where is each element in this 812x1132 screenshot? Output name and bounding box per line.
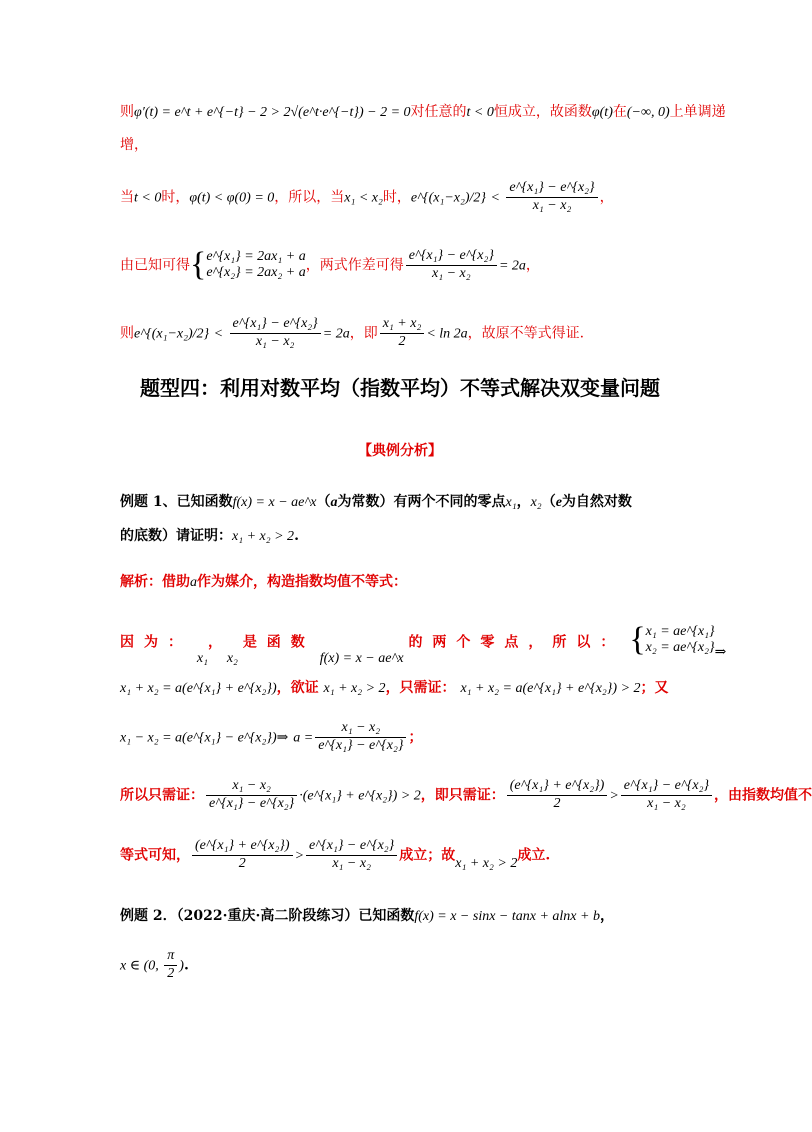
proof-line-monotone xyxy=(120,180,680,215)
text: . xyxy=(294,528,299,544)
text: 的两个零点，所以： xyxy=(408,634,625,651)
numerator: x₁ − x₂ xyxy=(315,720,406,738)
solution-line-sum xyxy=(120,680,680,698)
denominator: 2 xyxy=(167,965,175,981)
denominator: 2 xyxy=(398,333,406,349)
fraction xyxy=(164,948,177,983)
text: 时， xyxy=(382,189,411,206)
fraction xyxy=(406,248,497,283)
text: . xyxy=(183,957,189,974)
text: 解析：借助 xyxy=(120,574,190,590)
equation: x₁ + x₂ = a(e^{x₁} + e^{x₂}) xyxy=(120,681,277,696)
text: 对任意的 xyxy=(410,104,467,120)
inequality: x₁ + x₂ > 2 xyxy=(323,681,386,696)
equation-rhs: = 2a xyxy=(498,258,526,274)
numerator: (e^{x₁} + e^{x₂}) xyxy=(192,838,293,856)
inequality-rhs: < ln 2a xyxy=(426,326,468,342)
variable: e xyxy=(555,495,562,510)
denominator: e^{x₁} − e^{x₂} xyxy=(209,795,295,811)
domain-expression: ) xyxy=(179,958,184,974)
text: ， xyxy=(516,494,531,510)
text: 为常数）有两个不同的零点 xyxy=(337,494,506,510)
function-definition: f(x) = x − ae^x xyxy=(319,651,404,667)
denominator: x₁ − x₂ xyxy=(255,333,295,349)
operator: > xyxy=(294,848,305,864)
fraction xyxy=(507,778,608,813)
fraction xyxy=(506,180,597,215)
proof-line-derivative xyxy=(120,104,726,122)
example-1-statement-wrap xyxy=(120,528,680,546)
example-1-statement xyxy=(120,494,680,512)
text: 恒成立，故函数 xyxy=(493,104,592,120)
text: ， xyxy=(207,634,222,651)
interval: (−∞, 0) xyxy=(626,105,670,120)
implies-symbol: ⇒ xyxy=(714,645,727,661)
fraction xyxy=(206,778,297,813)
section-heading: 题型四：利用对数平均（指数平均）不等式解决双变量问题 xyxy=(140,376,660,400)
text: ， xyxy=(599,189,614,206)
function-definition: f(x) = x − sinx − tanx + alnx + b xyxy=(414,909,600,924)
denominator: 2 xyxy=(553,795,561,811)
fraction xyxy=(315,720,406,755)
domain-expression: x ∈ (0, xyxy=(120,958,163,974)
denominator: x₁ − x₂ xyxy=(332,855,371,871)
inequality: x₁ + x₂ > 2 xyxy=(455,856,518,872)
equation-rhs: = 2a xyxy=(322,326,350,342)
denominator: x₁ − x₂ xyxy=(532,197,572,213)
numerator: e^{x₁} − e^{x₂} xyxy=(506,180,597,198)
text: ； xyxy=(408,729,423,746)
text: 则 xyxy=(120,104,134,120)
derivative-formula: φ′(t) = e^t + e^{−t} − 2 > 2√(e^t·e^{−t}) − 2 = 0 xyxy=(134,105,411,120)
exp-term: e^{(x₁−x₂)/2} xyxy=(410,190,487,206)
text: ，即 xyxy=(349,325,378,342)
fraction xyxy=(230,316,321,351)
solution-line-final xyxy=(120,838,680,873)
text: 增， xyxy=(120,137,148,153)
numerator: π xyxy=(164,948,177,966)
equation-lhs: a = xyxy=(293,730,314,746)
text: 上单调递 xyxy=(669,104,726,120)
numerator: e^{x₁} − e^{x₂} xyxy=(230,316,321,334)
solution-line-difference xyxy=(120,720,680,755)
text: ，由指数均值不 xyxy=(714,787,812,804)
system-row: x₂ = ae^{x₂} xyxy=(645,640,715,656)
variable: a xyxy=(190,575,197,590)
example-2-domain xyxy=(120,948,680,983)
text: 成立. xyxy=(517,847,551,864)
variable: a xyxy=(330,495,338,510)
solution-intro xyxy=(120,574,680,592)
numerator: x₁ − x₂ xyxy=(206,778,297,796)
text: （ xyxy=(541,494,556,510)
text: 则 xyxy=(120,325,134,342)
fraction xyxy=(192,838,293,873)
system-row: x₁ = ae^{x₁} xyxy=(645,623,715,639)
goal-inequality: x₁ + x₂ > 2 xyxy=(232,529,295,544)
denominator: x₁ − x₂ xyxy=(647,795,686,811)
text: 作为媒介，构造指数均值不等式： xyxy=(197,574,407,590)
denominator: 2 xyxy=(238,855,246,871)
text: 是函数 xyxy=(242,634,315,651)
system-row: e^{x₂} = 2ax₂ + a xyxy=(206,265,306,281)
expression: ·(e^{x₁} + e^{x₂}) > 2 xyxy=(299,788,421,804)
function-name: φ(t) xyxy=(591,105,613,120)
implies-symbol: ⇒ xyxy=(276,730,289,746)
numerator: e^{x₁} − e^{x₂} xyxy=(406,248,497,266)
operator: < xyxy=(213,326,224,342)
exp-term: e^{(x₁−x₂)/2} xyxy=(134,326,210,342)
example-2-statement xyxy=(120,908,680,926)
system-row: e^{x₁} = 2ax₁ + a xyxy=(206,248,306,264)
condition: t < 0 xyxy=(466,105,494,120)
variable: x₁ xyxy=(196,651,208,667)
variable: x₂ xyxy=(226,651,238,667)
text: 在 xyxy=(612,104,627,120)
operator: > xyxy=(609,788,619,804)
text: 时， xyxy=(161,189,190,206)
text: 所以只需证： xyxy=(120,787,204,804)
numerator: e^{x₁} − e^{x₂} xyxy=(621,778,712,796)
text: 的底数）请证明： xyxy=(120,528,232,544)
variable: x₁ xyxy=(505,495,517,510)
condition: t < 0 xyxy=(134,190,162,206)
text: ，所以，当 xyxy=(274,189,345,206)
text: ，欲证 xyxy=(276,680,319,696)
text: （ xyxy=(316,494,331,510)
equation-system: { e^{x₁} = 2ax₁ + a e^{x₂} = 2ax₂ + a xyxy=(190,246,306,283)
proof-line-system xyxy=(120,245,680,286)
text: 成立；故 xyxy=(399,847,456,864)
function-definition: f(x) = x − ae^x xyxy=(232,495,317,510)
fraction xyxy=(380,316,425,351)
example-label: 例题 1、已知函数 xyxy=(120,494,233,510)
solution-line-zeros xyxy=(120,621,727,667)
text: ，故原不等式得证. xyxy=(467,325,585,342)
numerator: e^{x₁} − e^{x₂} xyxy=(306,838,397,856)
proof-line-wrap xyxy=(120,137,680,154)
text: 为自然对数 xyxy=(561,494,632,510)
example-label: 例题 2．（2022·重庆·高二阶段练习）已知函数 xyxy=(120,908,415,924)
inequality: x₁ + x₂ = a(e^{x₁} + e^{x₂}) > 2 xyxy=(460,681,641,696)
numerator: (e^{x₁} + e^{x₂}) xyxy=(507,778,608,796)
subsection-heading: 【典例分析】 xyxy=(358,443,442,459)
fraction xyxy=(306,838,397,873)
denominator: e^{x₁} − e^{x₂} xyxy=(318,737,404,753)
condition: x₁ < x₂ xyxy=(344,190,383,206)
text: 由已知可得 xyxy=(120,257,190,274)
text: 当 xyxy=(120,189,134,206)
text: ， xyxy=(599,908,614,924)
proof-line-conclusion xyxy=(120,316,680,351)
text: ，只需证： xyxy=(385,680,456,696)
zero-system: { x₁ = ae^{x₁} x₂ = ae^{x₂} xyxy=(629,621,715,658)
text: ；又 xyxy=(640,680,669,696)
inequality: φ(t) < φ(0) = 0 xyxy=(189,190,275,206)
text: 等式可知， xyxy=(120,847,190,864)
fraction xyxy=(621,778,712,813)
denominator: x₁ − x₂ xyxy=(432,265,471,281)
solution-line-reduce xyxy=(120,778,812,813)
text: ， xyxy=(525,257,540,274)
text: 因为： xyxy=(120,634,192,651)
numerator: x₁ + x₂ xyxy=(380,316,425,334)
text: ，两式作差可得 xyxy=(305,257,404,274)
operator: < xyxy=(490,190,500,206)
equation: x₁ − x₂ = a(e^{x₁} − e^{x₂}) xyxy=(120,730,277,746)
variable: x₂ xyxy=(530,495,542,510)
text: ，即只需证： xyxy=(420,787,505,804)
